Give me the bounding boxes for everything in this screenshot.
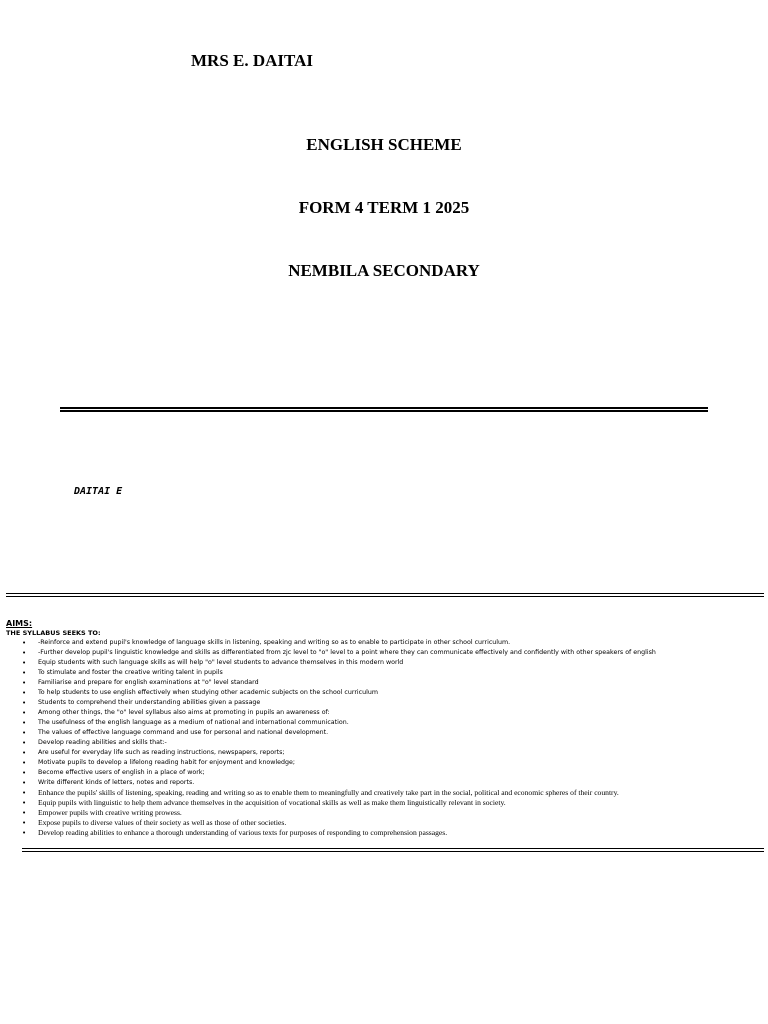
divider-bottom <box>22 848 764 852</box>
list-item: • Enhance the pupils' skills of listening, speaking, reading and writing so as to enable them to meaningfully and creatively take part in the social, political and economic spheres of their country. <box>6 788 756 798</box>
scheme-title: ENGLISH SCHEME <box>306 135 462 154</box>
list-item: • Develop reading abilities to enhance a thorough understanding of various texts for purposes of responding to comprehension passages. <box>6 828 756 838</box>
list-item: • Expose pupils to diverse values of their society as well as those of other societies. <box>6 818 756 828</box>
aims-subheading: THE SYLLABUS SEEKS TO: <box>6 629 101 637</box>
aims-list <box>6 638 756 838</box>
list-item: • Equip pupils with linguistic to help them advance themselves in the acquisition of vocational skills as well as make them linguistically relevant in society. <box>6 798 756 808</box>
list-item: • Are useful for everyday life such as reading instructions, newspapers, reports; <box>6 748 756 758</box>
divider-top <box>60 407 708 412</box>
aims-heading: AIMS: <box>6 619 33 628</box>
list-item: • To stimulate and foster the creative writing talent in pupils <box>6 668 756 678</box>
aims-section <box>6 618 756 838</box>
list-item: • To help students to use english effectively when studying other academic subjects on the school curriculum <box>6 688 756 698</box>
list-item: • Motivate pupils to develop a lifelong reading habit for enjoyment and knowledge; <box>6 758 756 768</box>
list-item: • Among other things, the "o" level syllabus also aims at promoting in pupils an awareness of: <box>6 708 756 718</box>
list-item: • The usefulness of the english language as a medium of national and international communication. <box>6 718 756 728</box>
signature: DAITAI E <box>74 486 123 497</box>
list-item: • -Further develop pupil's linguistic knowledge and skills as differentiated from zjc level to "o" level to a point where they can communicate effectively and confidently with other speakers of english <box>6 648 756 658</box>
school-name: NEMBILA SECONDARY <box>288 261 480 280</box>
list-item: • Familiarise and prepare for english examinations at "o" level standard <box>6 678 756 688</box>
list-item: • The values of effective language command and use for personal and national development. <box>6 728 756 738</box>
list-item: • Develop reading abilities and skills that:- <box>6 738 756 748</box>
form-term-heading: FORM 4 TERM 1 2025 <box>298 198 470 217</box>
list-item: • Empower pupils with creative writing prowess. <box>6 808 756 818</box>
list-item: • Equip students with such language skills as will help "o" level students to advance themselves in this modern world <box>6 658 756 668</box>
divider-middle <box>6 593 764 597</box>
list-item: • Become effective users of english in a place of work; <box>6 768 756 778</box>
list-item: • Students to comprehend their understanding abilities given a passage <box>6 698 756 708</box>
list-item: • Write different kinds of letters, notes and reports. <box>6 778 756 788</box>
author-name: MRS E. DAITAI <box>191 51 314 70</box>
list-item: • -Reinforce and extend pupil's knowledge of language skills in listening, speaking and writing so as to enable to participate in other school curriculum. <box>6 638 756 648</box>
